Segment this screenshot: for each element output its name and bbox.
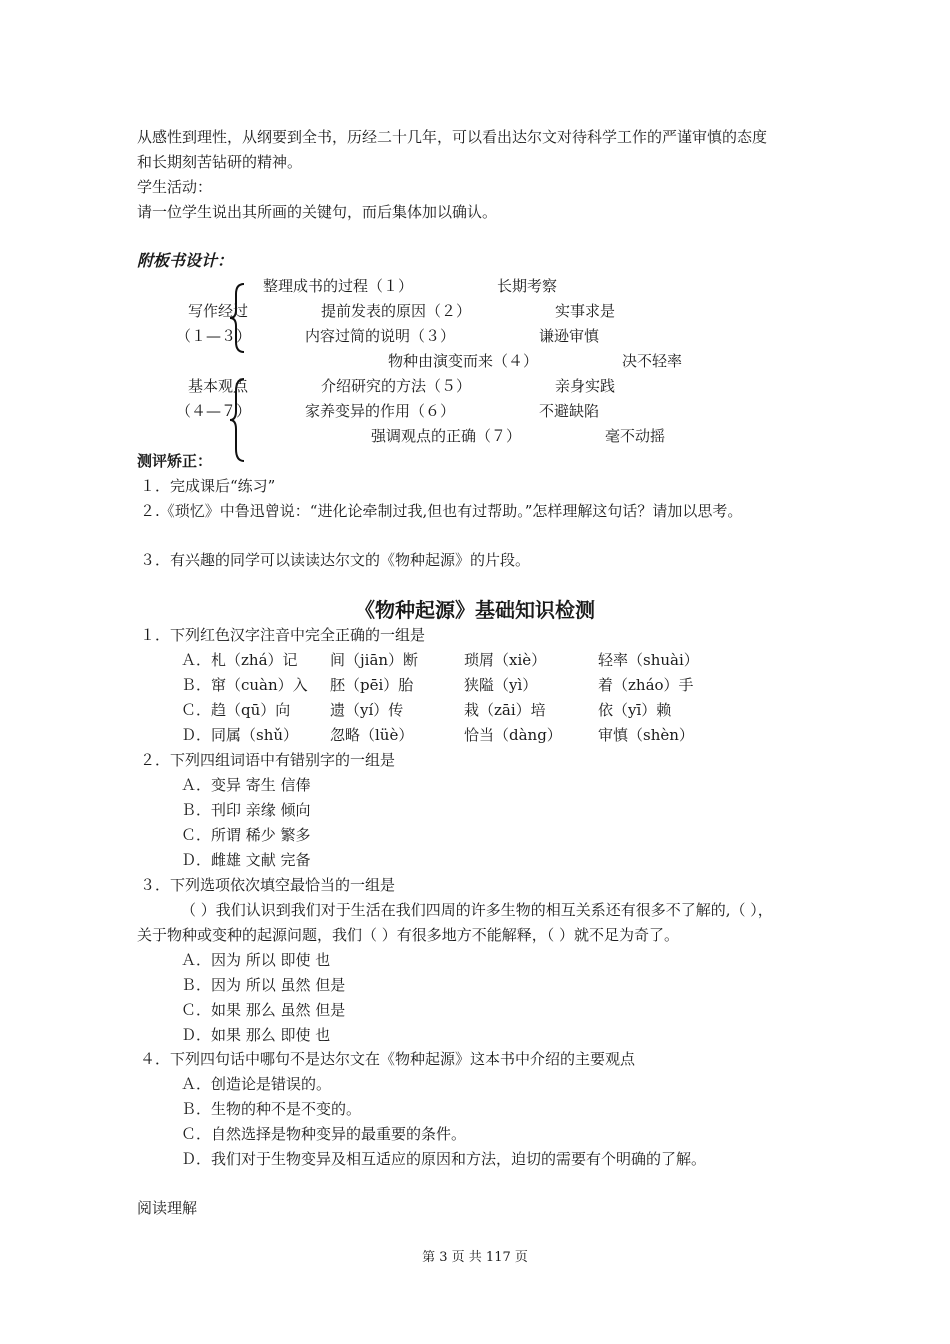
board-row-attr: 毫不动摇 (605, 427, 666, 445)
q1-option-c-2: 遗（yí）传 (330, 701, 404, 719)
question-4-stem: ４．下列四句话中哪句不是达尔文在《物种起源》这本书中介绍的主要观点 (140, 1050, 636, 1068)
q4-option-d: Ｄ．我们对于生物变异及相互适应的原因和方法，迫切的需要有个明确的了解。 (181, 1150, 707, 1168)
evaluation-item-3: ３．有兴趣的同学可以读读达尔文的《物种起源》的片段。 (140, 551, 531, 569)
board-row-attr: 决不轻率 (622, 352, 683, 370)
group-2-range: （４—７） (176, 402, 252, 420)
group-1-label: 写作经过 (188, 302, 249, 320)
q1-option-a-3: 琐屑（xiè） (464, 651, 547, 669)
board-row-attr: 长期考察 (497, 277, 558, 295)
board-row-item: 家养变异的作用（６） (305, 402, 456, 420)
q1-option-b-1: Ｂ．窜（cuàn）入 (181, 676, 308, 694)
board-row-attr: 实事求是 (555, 302, 616, 320)
evaluation-item-1: １．完成课后“练习” (140, 477, 276, 495)
q3-option-a: Ａ．因为 所以 即使 也 (181, 951, 331, 969)
q1-option-c-1: Ｃ．趋（qū）向 (181, 701, 291, 719)
intro-line-1: 从感性到理性，从纲要到全书，历经二十几年，可以看出达尔文对待科学工作的严谨审慎的态度 (137, 128, 768, 146)
q2-option-a: Ａ．变异 寄生 信俸 (181, 776, 311, 794)
q1-option-d-3: 恰当（dàng） (464, 726, 562, 744)
q1-option-b-3: 狭隘（yì） (464, 676, 538, 694)
activity-label: 学生活动： (137, 178, 213, 196)
q1-option-a-1: Ａ．札（zhá）记 (181, 651, 298, 669)
reading-label: 阅读理解 (137, 1199, 198, 1217)
board-row-item: 介绍研究的方法（５） (321, 377, 472, 395)
q4-option-b: Ｂ．生物的种不是不变的。 (181, 1100, 362, 1118)
intro-line-2: 和长期刻苦钻研的精神。 (137, 153, 303, 171)
q1-option-c-3: 栽（zāi）培 (464, 701, 546, 719)
q3-option-b: Ｂ．因为 所以 虽然 但是 (181, 976, 346, 994)
question-1-stem: １．下列红色汉字注音中完全正确的一组是 (140, 626, 426, 644)
q3-option-c: Ｃ．如果 那么 虽然 但是 (181, 1001, 346, 1019)
q1-option-b-2: 胚（pēi）胎 (330, 676, 414, 694)
board-row-attr: 不避缺陷 (539, 402, 600, 420)
q1-option-b-4: 着（zháo）手 (598, 676, 694, 694)
q3-passage-line-2: 关于物种或变种的起源问题，我们（ ）有很多地方不能解释，（ ）就不足为奇了。 (137, 926, 680, 944)
q3-passage-line-1: （ ）我们认识到我们对于生活在我们四周的许多生物的相互关系还有很多不了解的,（ ）， (181, 901, 773, 919)
question-2-stem: ２．下列四组词语中有错别字的一组是 (140, 751, 396, 769)
q1-option-d-1: Ｄ．同属（shǔ） (181, 726, 299, 744)
q2-option-c: Ｃ．所谓 稀少 繁多 (181, 826, 311, 844)
q2-option-d: Ｄ．雌雄 文献 完备 (181, 851, 311, 869)
evaluation-heading: 测评矫正： (137, 452, 213, 470)
q3-option-d: Ｄ．如果 那么 即使 也 (181, 1026, 331, 1044)
board-heading: 附板书设计： (137, 251, 234, 270)
q1-option-a-4: 轻率（shuài） (598, 651, 699, 669)
q1-option-d-2: 忽略（lüè） (330, 726, 414, 744)
q4-option-a: Ａ．创造论是错误的。 (181, 1075, 332, 1093)
group-2-label: 基本观点 (188, 377, 249, 395)
q1-option-a-2: 间（jiān）断 (330, 651, 419, 669)
board-row-item: 物种由演变而来（４） (388, 352, 539, 370)
board-row-attr: 谦逊审慎 (539, 327, 600, 345)
q1-option-d-4: 审慎（shèn） (598, 726, 694, 744)
q1-option-c-4: 依（yī）赖 (598, 701, 672, 719)
group-1-range: （１—３） (176, 327, 252, 345)
board-row-item: 提前发表的原因（２） (321, 302, 472, 320)
board-row-item: 强调观点的正确（７） (371, 427, 522, 445)
page-footer: 第 3 页 共 117 页 (422, 1250, 528, 1265)
quiz-title: 《物种起源》基础知识检测 (355, 598, 595, 622)
q2-option-b: Ｂ．刊印 亲缘 倾向 (181, 801, 311, 819)
board-row-item: 整理成书的过程（１） (263, 277, 414, 295)
activity-text: 请一位学生说出其所画的关键句，而后集体加以确认。 (137, 203, 498, 221)
board-row-item: 内容过简的说明（３） (305, 327, 456, 345)
evaluation-item-2: ２.《琐忆》中鲁迅曾说：“进化论牵制过我,但也有过帮助。”怎样理解这句话？请加以思考。 (140, 502, 743, 520)
question-3-stem: ３．下列选项依次填空最恰当的一组是 (140, 876, 396, 894)
q4-option-c: Ｃ．自然选择是物种变异的最重要的条件。 (181, 1125, 467, 1143)
board-row-attr: 亲身实践 (555, 377, 616, 395)
